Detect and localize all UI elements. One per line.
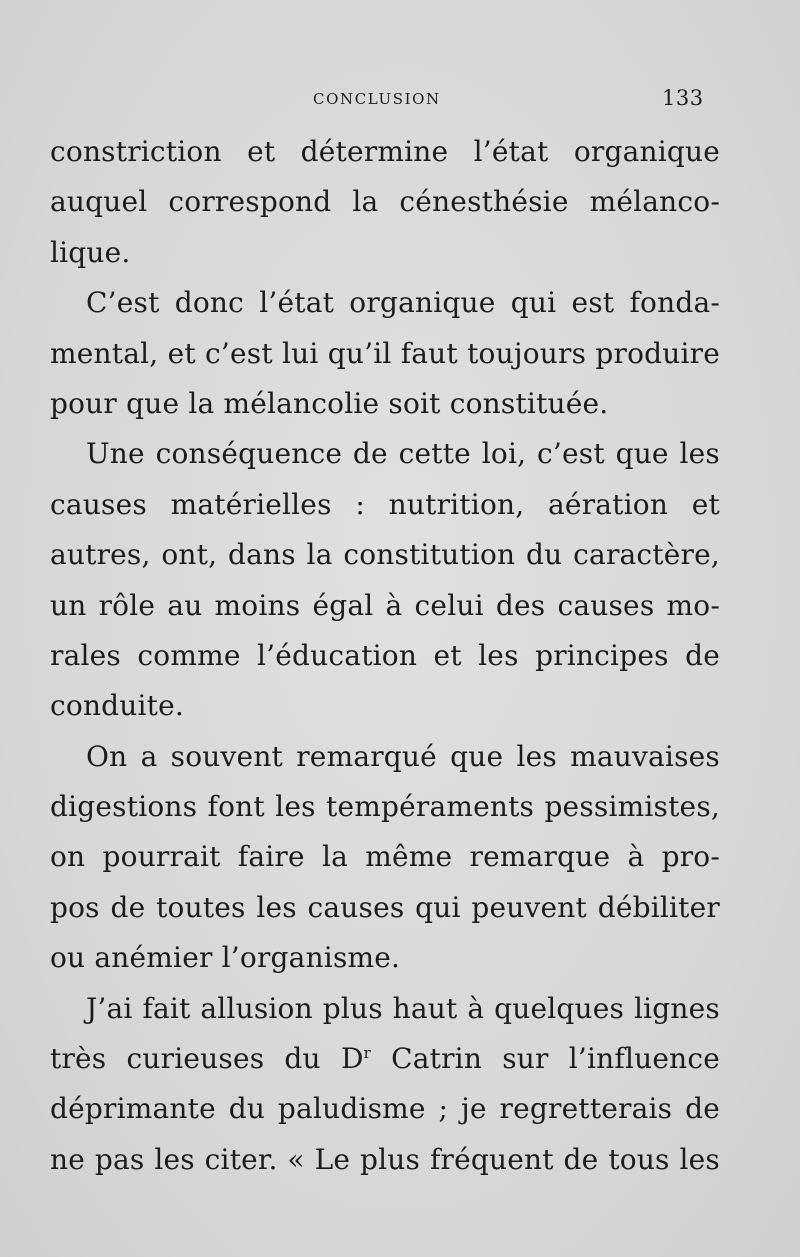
text-line: On a souvent remarqué que les mauvaises bbox=[86, 739, 720, 773]
text-line: on pourrait faire la même remarque à pro- bbox=[50, 840, 720, 874]
text-line: pour que la mélancolie soit constituée. bbox=[50, 386, 609, 420]
text-line: auquel correspond la cénesthésie mélanco- bbox=[50, 185, 720, 219]
running-head bbox=[0, 86, 800, 114]
text-line: autres, ont, dans la constitution du caractère, bbox=[50, 538, 720, 572]
text-line: mental, et c’est lui qu’il faut toujours produire bbox=[50, 336, 720, 370]
text-line: causes matérielles : nutrition, aération et bbox=[50, 487, 720, 521]
text-line: conduite. bbox=[50, 689, 185, 723]
text-segment: très curieuses du D bbox=[50, 1042, 364, 1076]
text-line: constriction et détermine l’état organique bbox=[50, 135, 720, 168]
text-line: pos de toutes les causes qui peuvent débiliter bbox=[50, 890, 720, 924]
page-number: 133 bbox=[662, 86, 704, 110]
text-line: déprimante du paludisme ; je regretterais de bbox=[50, 1092, 720, 1126]
text-line: C’est donc l’état organique qui est fonda- bbox=[86, 286, 720, 320]
text-line: J’ai fait allusion plus haut à quelques lignes bbox=[86, 991, 720, 1025]
text-line: lique. bbox=[50, 235, 131, 269]
text-line: digestions font les tempéraments pessimistes, bbox=[50, 790, 720, 824]
text-line-with-superscript bbox=[50, 1034, 720, 1084]
text-line: un rôle au moins égal à celui des causes mo- bbox=[50, 588, 720, 622]
running-title: CONCLUSION bbox=[313, 90, 441, 108]
text-line: Une conséquence de cette loi, c’est que les bbox=[86, 437, 720, 471]
text-segment: Catrin sur l’influence bbox=[370, 1042, 720, 1076]
text-line: rales comme l’éducation et les principes de bbox=[50, 638, 720, 672]
text-line: ou anémier l’organisme. bbox=[50, 941, 401, 975]
body-text bbox=[50, 127, 720, 1185]
text-line: ne pas les citer. « Le plus fréquent de tous les bbox=[50, 1142, 720, 1176]
superscript: r bbox=[363, 1044, 371, 1063]
